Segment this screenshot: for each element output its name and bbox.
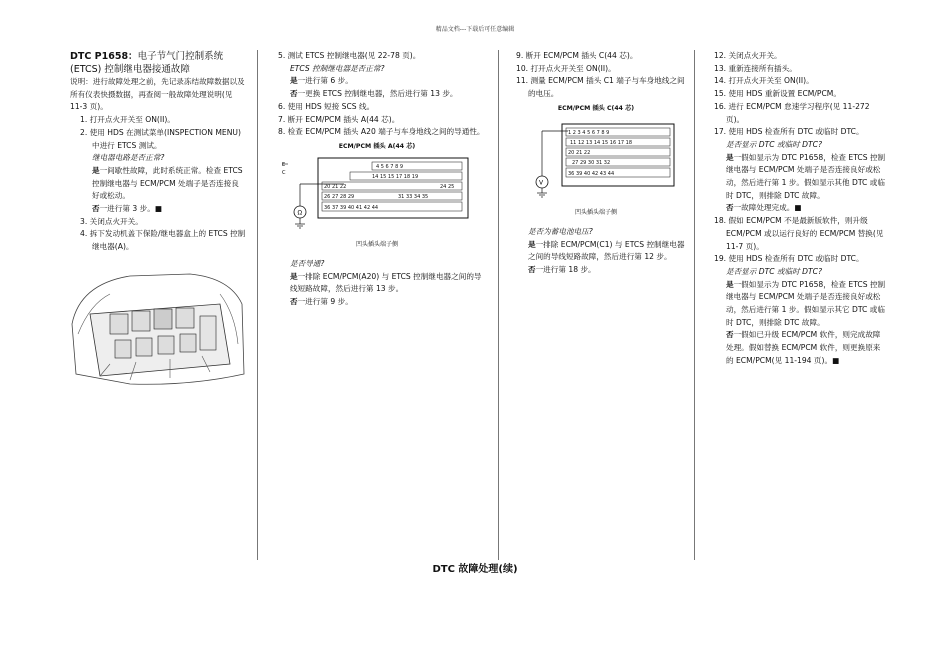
column-2: [268, 50, 486, 309]
svg-text:14 15 15 17 18 19: 14 15 15 17 18 19: [372, 173, 419, 180]
page-footer: DTC 故障处理(续): [432, 564, 518, 575]
step-1: 1. 打开点火开关至 ON(II)。: [80, 115, 175, 125]
step-17-yes: 是一假如显示为 DTC P1658，检查 ETCS 控制继电器与 ECM/PCM 处端子是否连接良好或松动，然后进行第 1 步。假如显示其他 DTC 或临时 DTC，则排除 DTC 故障。: [726, 152, 886, 200]
svg-text:20 21 22: 20 21 22: [324, 183, 347, 190]
step-2: 2. 使用 HDS 在测试菜单(INSPECTION MENU)中进行 ETCS 测试。: [80, 127, 241, 150]
step-13: 13. 重新连接所有插头。: [714, 63, 797, 73]
step-19-question: 是否显示 DTC 或临时 DTC?: [726, 266, 823, 276]
step-10: 10. 打开点火开关至 ON(II)。: [516, 63, 616, 73]
step-11-no: 否一进行第 18 步。: [528, 265, 596, 275]
step-15: 15. 使用 HDS 重新设置 ECM/PCM。: [714, 89, 841, 99]
svg-text:20 21 22: 20 21 22: [568, 149, 591, 156]
step-7: 7. 断开 ECM/PCM 插头 A(44 芯)。: [278, 114, 400, 124]
step-19-yes: 是一假如显示为 DTC P1658，检查 ETCS 控制继电器与 ECM/PCM 处端子是否连接良好或松动，然后进行第 1 步。假如显示其它 DTC 或临时 DTC，则排除 DTC 故障。: [726, 279, 886, 327]
connector-c-title: ECM/PCM 插头 C(44 芯): [557, 104, 635, 112]
step-2-no: 否一进行第 3 步。■: [92, 204, 162, 214]
step-12: 12. 关闭点火开关。: [714, 51, 782, 60]
column-divider: [694, 50, 695, 560]
dtc-title-line2: (ETCS) 控制继电器接通故障: [70, 64, 190, 75]
step-18: 18. 假如 ECM/PCM 不是最新版软件，则升级 ECM/PCM 或以运行良好的 ECM/PCM 替换(见 11-7 页)。: [714, 216, 884, 251]
connector-c-diagram: [506, 116, 686, 200]
step-11: 11. 测量 ECM/PCM 插头 C1 端子与车身地线之间的电压。: [516, 76, 685, 99]
column-3: [506, 50, 686, 277]
step-5: 5. 测试 ETCS 控制继电器(见 22-78 页)。: [278, 51, 421, 60]
step-19-no: 否一假如已升级 ECM/PCM 软件，则完成故障处理。假如替换 ECM/PCM 软件，则更换原来的 ECM/PCM(见 11-194 页)。■: [726, 330, 881, 365]
svg-text:4 5 6 7 8 9: 4 5 6 7 8 9: [376, 163, 404, 170]
svg-text:26 27 28 29: 26 27 28 29: [324, 193, 355, 200]
svg-text:27 29 30 31 32: 27 29 30 31 32: [572, 159, 611, 166]
page-header: 精品文档---下载后可任意编辑: [435, 26, 515, 33]
svg-text:Ω: Ω: [297, 209, 303, 217]
svg-text:11 12 13 14 15 16 17 18: 11 12 13 14 15 16 17 18: [570, 139, 633, 146]
step-14: 14. 打开点火开关至 ON(II)。: [714, 76, 814, 86]
step-9: 9. 断开 ECM/PCM 插头 C(44 芯)。: [516, 51, 638, 60]
connector-a-diagram: [268, 154, 486, 232]
step-17-question: 是否显示 DTC 或临时 DTC?: [726, 139, 823, 149]
step-5-question: ETCS 控制继电器是否正常?: [290, 63, 385, 73]
step-17-no: 否一故障处理完成。■: [726, 203, 802, 213]
svg-text:31 33 34 35: 31 33 34 35: [398, 193, 429, 200]
step-4: 4. 拆下发动机盖下保险/继电器盒上的 ETCS 控制继电器(A)。: [80, 229, 246, 252]
column-1: [70, 50, 246, 394]
step-8-yes: 是一排除 ECM/PCM(A20) 与 ETCS 控制继电器之间的导线短路故障，然后进行第 13 步。: [290, 271, 482, 294]
svg-text:V: V: [539, 179, 544, 187]
step-16: 16. 进行 ECM/PCM 怠速学习程序(见 11-272 页)。: [714, 101, 870, 124]
step-8: 8. 检查 ECM/PCM 插头 A20 端子与车身地线之间的导通性。: [278, 127, 485, 137]
step-2-question: 继电器电路是否正常?: [92, 153, 165, 163]
svg-text:36 37 39 40 41 42 44: 36 37 39 40 41 42 44: [324, 204, 379, 211]
column-4: [704, 50, 886, 368]
connector-a-title: ECM/PCM 插头 A(44 芯): [338, 142, 416, 150]
connector-c-caption: 凹头插头端子侧: [574, 209, 617, 217]
svg-text:36 39 40 42 43 44: 36 39 40 42 43 44: [568, 170, 615, 177]
step-2-yes: 是一间歇性故障，此时系统正常。检查 ETCS 控制继电器与 ECM/PCM 处端子是否连接良好或松动。: [92, 165, 243, 201]
column-divider: [257, 50, 258, 560]
step-8-no: 否一进行第 9 步。: [290, 297, 353, 307]
connector-a-caption: 凹头插头端子侧: [355, 241, 398, 249]
svg-text:E: E: [282, 161, 286, 168]
step-5-no: 否一更换 ETCS 控制继电器，然后进行第 13 步。: [290, 89, 458, 99]
svg-text:24 25: 24 25: [440, 183, 455, 190]
step-11-question: 是否为蓄电池电压?: [528, 226, 593, 236]
description: 说明：进行故障处理之前，先记录冻结故障数据以及所有仪表快摄数据，再查阅一般故障处理说明(见 11-3 页)。: [70, 77, 245, 112]
step-17: 17. 使用 HDS 检查所有 DTC 或临时 DTC。: [714, 127, 864, 137]
step-11-yes: 是一排除 ECM/PCM(C1) 与 ETCS 控制继电器之间的导线短路故障，然后进行第 12 步。: [528, 239, 685, 262]
svg-text:C: C: [282, 169, 286, 176]
step-8-question: 是否导通?: [290, 259, 325, 269]
step-19: 19. 使用 HDS 检查所有 DTC 或临时 DTC。: [714, 254, 864, 264]
step-3: 3. 关闭点火开关。: [80, 216, 143, 226]
svg-text:1 2 3 4 5 6 7 8 9: 1 2 3 4 5 6 7 8 9: [568, 129, 610, 136]
dtc-title: DTC P1658：电子节气门控制系统: [70, 51, 224, 62]
relay-box-illustration: [70, 264, 246, 389]
step-6: 6. 使用 HDS 短接 SCS 线。: [278, 101, 375, 111]
step-5-yes: 是一进行第 6 步。: [290, 76, 353, 86]
column-divider: [498, 50, 499, 560]
